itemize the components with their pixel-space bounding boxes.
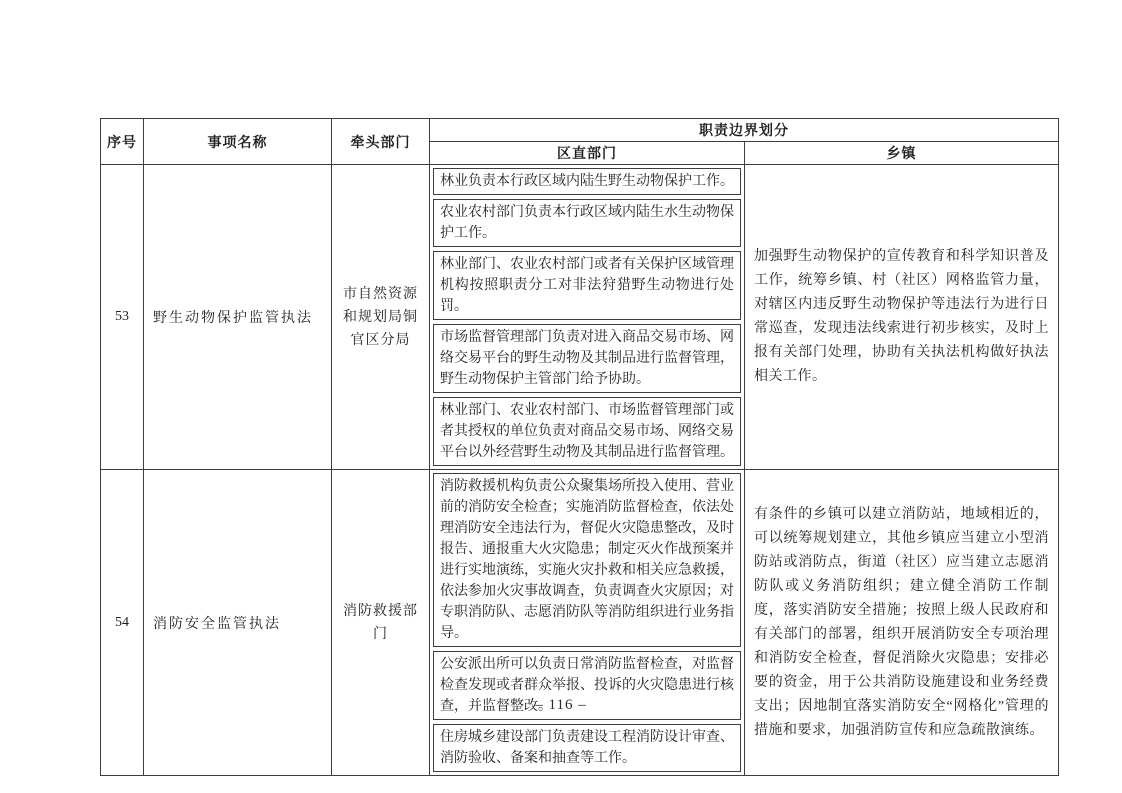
cell-district-duties [430, 165, 745, 470]
district-duty-box: 公安派出所可以负责日常消防监督检查，对监督检查发现或者群众举报、投诉的火灾隐患进行核查，并监督整改。 [433, 651, 741, 720]
cell-item-name: 消防安全监管执法 [144, 470, 332, 776]
district-duty-box: 林业部门、农业农村部门、市场监督管理部门或者其授权的单位负责对商品交易市场、网络交易平台以外经营野生动物及其制品进行监督管理。 [433, 397, 741, 466]
district-duty-box: 林业部门、农业农村部门或者有关保护区域管理机构按照职责分工对非法狩猎野生动物进行处罚。 [433, 251, 741, 320]
table-row [101, 165, 1059, 470]
header-township: 乡镇 [745, 142, 1059, 165]
header-item-name: 事项名称 [144, 119, 332, 165]
cell-item-name: 野生动物保护监管执法 [144, 165, 332, 470]
district-duty-box: 林业负责本行政区域内陆生野生动物保护工作。 [433, 168, 741, 195]
cell-index: 53 [101, 165, 144, 470]
district-duty-box: 市场监督管理部门负责对进入商品交易市场、网络交易平台的野生动物及其制品进行监督管理，野生动物保护主管部门给予协助。 [433, 324, 741, 393]
page-number: – 116 – [535, 697, 587, 713]
district-duty-box: 农业农村部门负责本行政区域内陆生水生动物保护工作。 [433, 199, 741, 247]
responsibility-table [100, 118, 1059, 776]
table-row [101, 470, 1059, 776]
cell-township-duty: 有条件的乡镇可以建立消防站，地域相近的，可以统筹规划建立，其他乡镇应当建立小型消防站或消防点，街道（社区）应当建立志愿消防队或义务消防组织；建立健全消防工作制度，落实消防安全措施；按照上级人民政府和有关部门的部署，组织开展消防安全专项治理和消防安全检查，督促消除火灾隐患；安排必要的资金，用于公共消防设施建设和业务经费支出；因地制宜落实消防安全“网格化”管理的措施和要求，加强消防宣传和应急疏散演练。 [745, 470, 1059, 776]
district-duty-box: 住房城乡建设部门负责建设工程消防设计审查、消防验收、备案和抽查等工作。 [433, 724, 741, 772]
cell-lead-dept: 消防救援部门 [332, 470, 430, 776]
cell-index: 54 [101, 470, 144, 776]
cell-district-duties [430, 470, 745, 776]
header-boundary: 职责边界划分 [430, 119, 1059, 142]
cell-lead-dept: 市自然资源和规划局铜官区分局 [332, 165, 430, 470]
header-district-depts: 区直部门 [430, 142, 745, 165]
header-lead-dept: 牵头部门 [332, 119, 430, 165]
cell-township-duty: 加强野生动物保护的宣传教育和科学知识普及工作，统筹乡镇、村（社区）网格监管力量，对辖区内违反野生动物保护等违法行为进行日常巡查，发现违法线索进行初步核实，及时上报有关部门处理，协助有关执法机构做好执法相关工作。 [745, 165, 1059, 470]
header-index: 序号 [101, 119, 144, 165]
district-duty-box: 消防救援机构负责公众聚集场所投入使用、营业前的消防安全检查；实施消防监督检查，依法处理消防安全违法行为，督促火灾隐患整改，及时报告、通报重大火灾隐患；制定灭火作战预案并进行实地演练，实施火灾扑救和相关应急救援，依法参加火灾事故调查，负责调查火灾原因；对专职消防队、志愿消防队等消防组织进行业务指导。 [433, 473, 741, 647]
